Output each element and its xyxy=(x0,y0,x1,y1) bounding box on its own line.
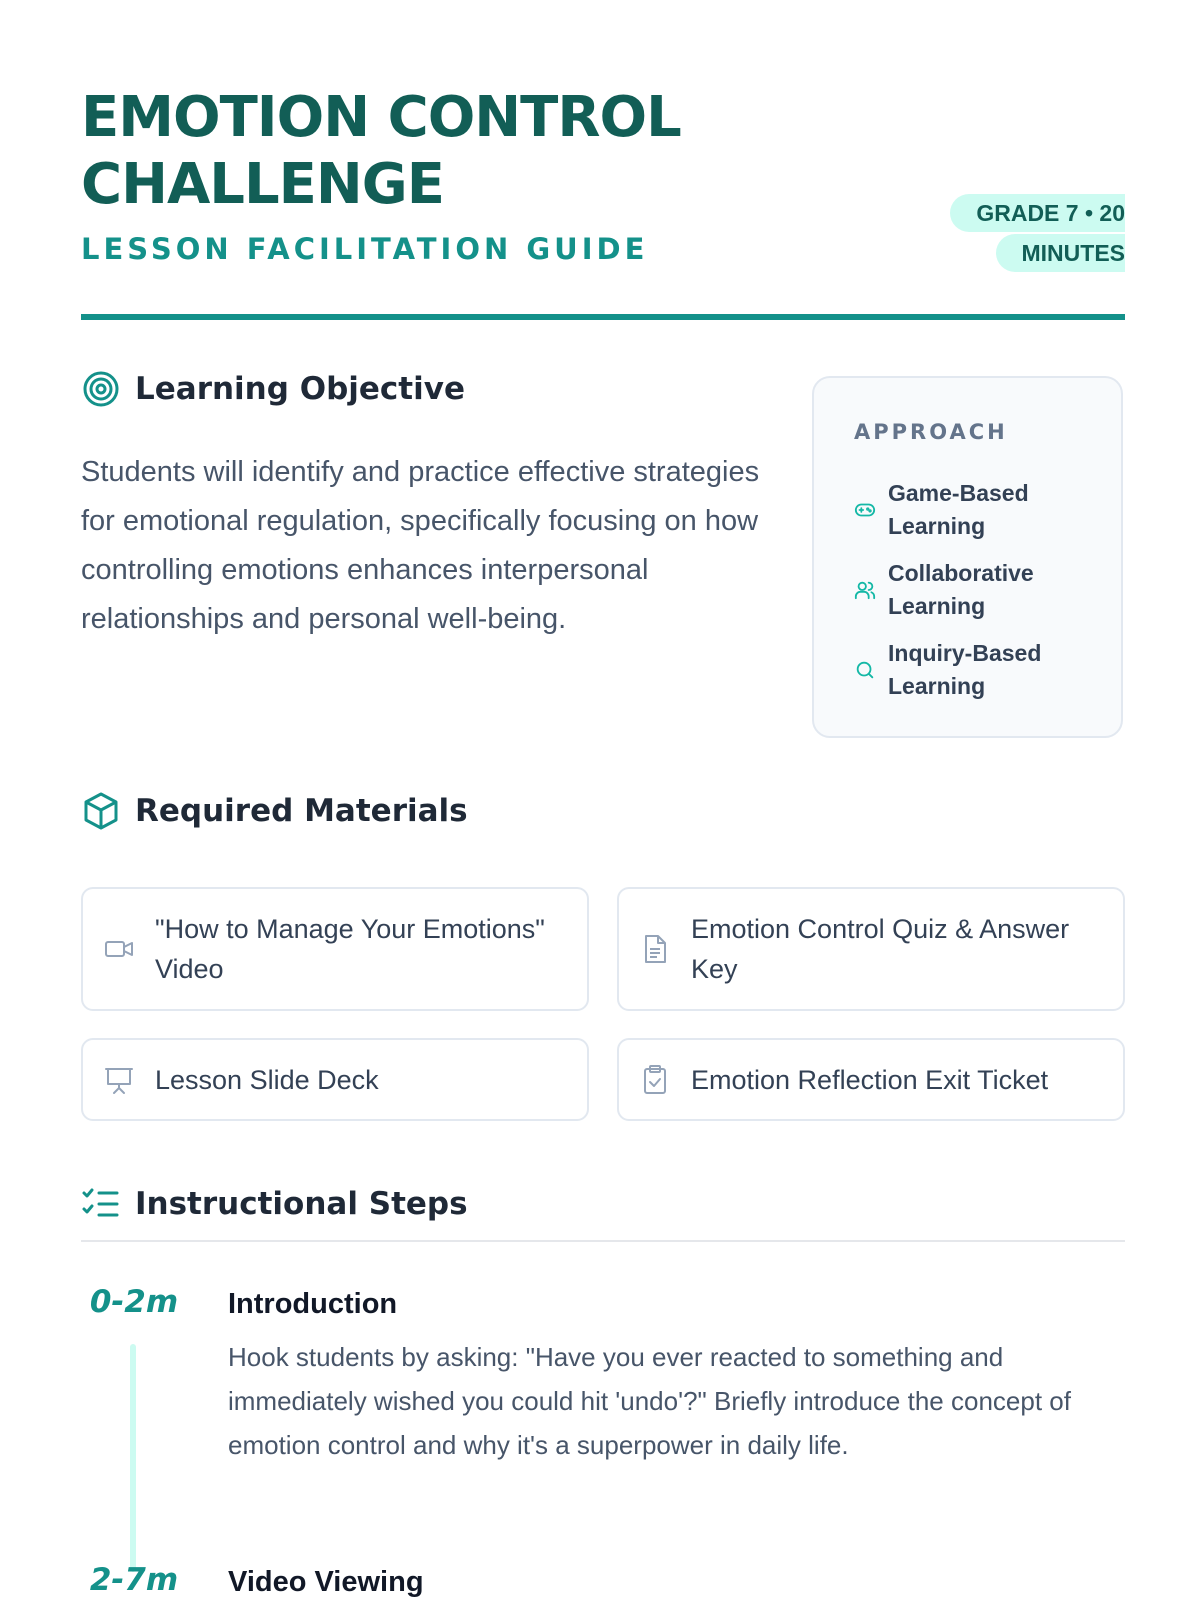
box-icon xyxy=(81,791,121,831)
approach-item xyxy=(854,470,1104,550)
material-item-slides xyxy=(81,1038,589,1121)
gamepad-icon xyxy=(854,499,876,521)
approach-label: Collaborative Learning xyxy=(888,560,1034,619)
material-item-exit-ticket xyxy=(617,1038,1125,1121)
approach-item xyxy=(854,630,1104,710)
material-item-video xyxy=(81,887,589,1011)
header-divider xyxy=(81,314,1125,320)
objective-text: Students will identify and practice effective strategies for emotional regulation, specifically focusing on how controlling emotions enhances interpersonal relationships and personal well-being. xyxy=(81,456,760,635)
material-item-quiz xyxy=(617,887,1125,1011)
step-time: 2-7m xyxy=(89,1562,179,1598)
grade-duration-badge xyxy=(925,193,1125,273)
presentation-icon xyxy=(103,1064,135,1096)
material-label: Emotion Reflection Exit Ticket xyxy=(691,1064,1049,1095)
material-label: "How to Manage Your Emotions" Video xyxy=(155,914,545,984)
approach-card xyxy=(812,376,1123,738)
checklist-icon xyxy=(81,1184,121,1224)
section-title: Learning Objective xyxy=(135,371,465,407)
timeline-line xyxy=(130,1344,136,1572)
search-icon xyxy=(854,659,876,681)
step-title: Introduction xyxy=(228,1288,398,1320)
required-materials-heading xyxy=(81,791,468,831)
section-title: Required Materials xyxy=(135,793,468,829)
material-label: Lesson Slide Deck xyxy=(155,1064,379,1095)
step-time: 0-2m xyxy=(89,1284,179,1320)
badge-text: GRADE 7 • 20 MINUTES xyxy=(950,194,1125,272)
step-description: Hook students by asking: "Have you ever reacted to something and immediately wished you could hit 'undo'?" Briefly introduce the concept of emotion control and why it's a superpower in daily life. xyxy=(228,1342,1071,1460)
learning-objective-heading xyxy=(81,369,465,409)
approach-label: Inquiry-Based Learning xyxy=(888,640,1042,699)
approach-label: Game-Based Learning xyxy=(888,480,1029,539)
clipboard-check-icon xyxy=(639,1064,671,1096)
page-title: EMOTION CONTROL CHALLENGE xyxy=(81,85,681,217)
step-title: Video Viewing xyxy=(228,1566,424,1598)
video-icon xyxy=(103,933,135,965)
approach-item xyxy=(854,550,1104,630)
approach-title: APPROACH xyxy=(854,420,1008,444)
section-title: Instructional Steps xyxy=(135,1186,468,1222)
steps-divider xyxy=(81,1240,1125,1242)
instructional-steps-heading xyxy=(81,1184,468,1224)
document-icon xyxy=(639,933,671,965)
approach-list xyxy=(854,470,1104,710)
material-label: Emotion Control Quiz & Answer Key xyxy=(691,914,1070,984)
target-icon xyxy=(81,369,121,409)
users-icon xyxy=(854,579,876,601)
page-subtitle: LESSON FACILITATION GUIDE xyxy=(81,232,649,266)
